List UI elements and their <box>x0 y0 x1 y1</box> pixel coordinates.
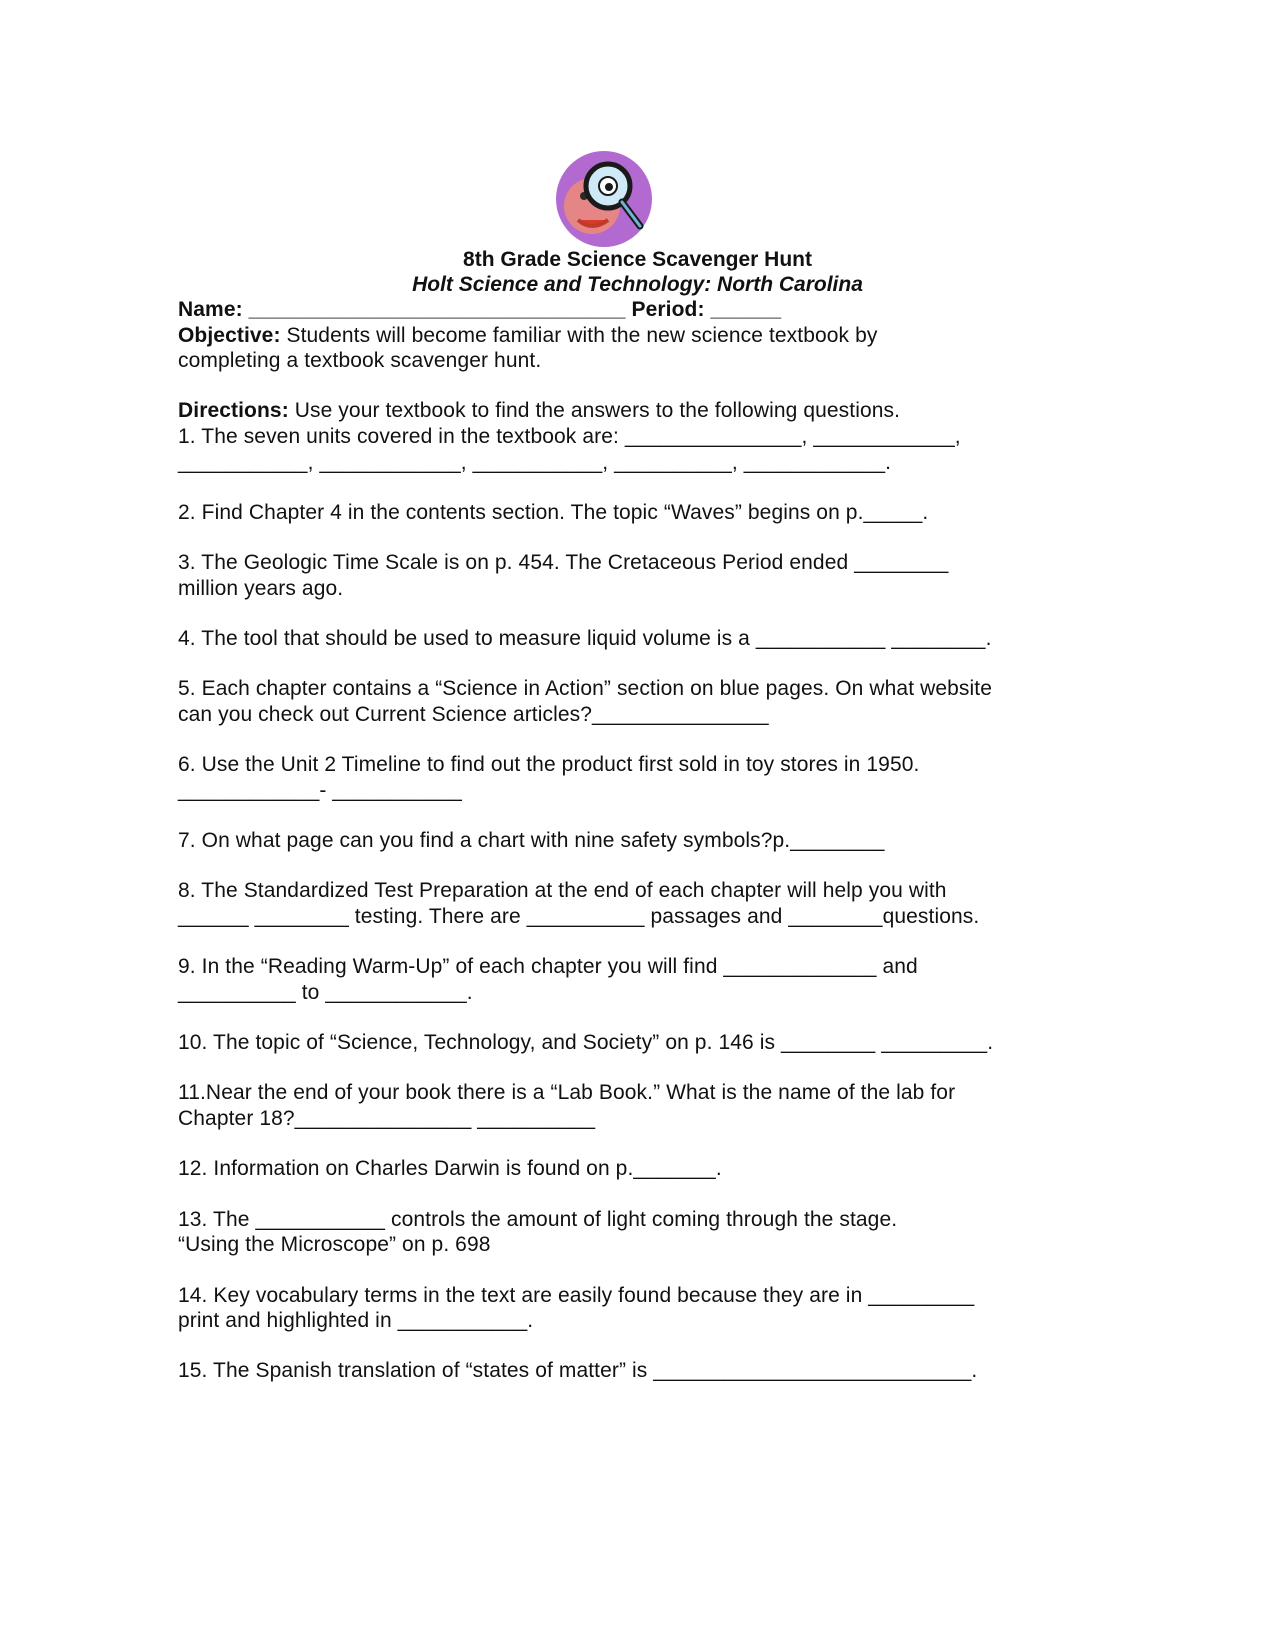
objective-line-2: completing a textbook scavenger hunt. <box>178 349 542 372</box>
question-11-line-2[interactable]: Chapter 18?_______________ __________ <box>178 1107 596 1130</box>
question-4[interactable]: 4. The tool that should be used to measure liquid volume is a ___________ ________. <box>178 627 992 650</box>
question-9-line-1[interactable]: 9. In the “Reading Warm-Up” of each chapter you will find _____________ and <box>178 955 918 978</box>
question-6-line-2[interactable]: ____________- ___________ <box>178 779 462 802</box>
name-field[interactable]: ________________________________ <box>242 298 632 321</box>
question-13-line-1[interactable]: 13. The ___________ controls the amount of light coming through the stage. <box>178 1208 898 1231</box>
question-2[interactable]: 2. Find Chapter 4 in the contents section. The topic “Waves” begins on p._____. <box>178 501 929 524</box>
question-14-line-1[interactable]: 14. Key vocabulary terms in the text are easily found because they are in _________ <box>178 1284 975 1307</box>
question-11-line-1: 11.Near the end of your book there is a “Lab Book.” What is the name of the lab for <box>178 1081 956 1104</box>
period-label: Period: <box>631 298 705 321</box>
question-8-line-1: 8. The Standardized Test Preparation at the end of each chapter will help you with <box>178 879 947 902</box>
magnifying-glass-mascot-icon <box>552 150 656 248</box>
question-10[interactable]: 10. The topic of “Science, Technology, and Society” on p. 146 is ________ _________. <box>178 1031 994 1054</box>
question-3-line-1[interactable]: 3. The Geologic Time Scale is on p. 454. The Cretaceous Period ended ________ <box>178 551 949 574</box>
period-field[interactable]: ______ <box>704 298 782 321</box>
objective-line-1 <box>178 324 877 348</box>
question-7[interactable]: 7. On what page can you find a chart with nine safety symbols?p.________ <box>178 829 885 852</box>
question-1-line-2[interactable]: ___________, ____________, ___________, __________, ____________. <box>178 451 892 474</box>
question-12[interactable]: 12. Information on Charles Darwin is found on p._______. <box>178 1157 722 1180</box>
objective-text: Students will become familiar with the new science textbook by <box>280 324 878 347</box>
question-15[interactable]: 15. The Spanish translation of “states of matter” is ___________________________. <box>178 1359 978 1382</box>
objective-label: Objective: <box>178 324 281 347</box>
name-period-line <box>178 298 781 322</box>
question-5-line-1: 5. Each chapter contains a “Science in Action” section on blue pages. On what website <box>178 677 992 700</box>
question-6-line-1: 6. Use the Unit 2 Timeline to find out the product first sold in toy stores in 1950. <box>178 753 920 776</box>
name-label: Name: <box>178 298 243 321</box>
directions-label: Directions: <box>178 399 289 422</box>
question-5-line-2[interactable]: can you check out Current Science articles?_______________ <box>178 703 769 726</box>
question-9-line-2[interactable]: __________ to ____________. <box>178 981 473 1004</box>
page-title: 8th Grade Science Scavenger Hunt <box>463 248 812 271</box>
directions-text: Use your textbook to find the answers to the following questions. <box>288 399 901 422</box>
question-1-line-1[interactable]: 1. The seven units covered in the textbook are: _______________, ____________, <box>178 425 961 448</box>
directions-line <box>178 399 900 423</box>
question-3-line-2: million years ago. <box>178 577 344 600</box>
page-subtitle: Holt Science and Technology: North Carolina <box>412 273 863 296</box>
question-8-line-2[interactable]: ______ ________ testing. There are __________ passages and ________questions. <box>178 905 980 928</box>
question-14-line-2[interactable]: print and highlighted in ___________. <box>178 1309 534 1332</box>
question-13-line-2: “Using the Microscope” on p. 698 <box>178 1233 491 1256</box>
